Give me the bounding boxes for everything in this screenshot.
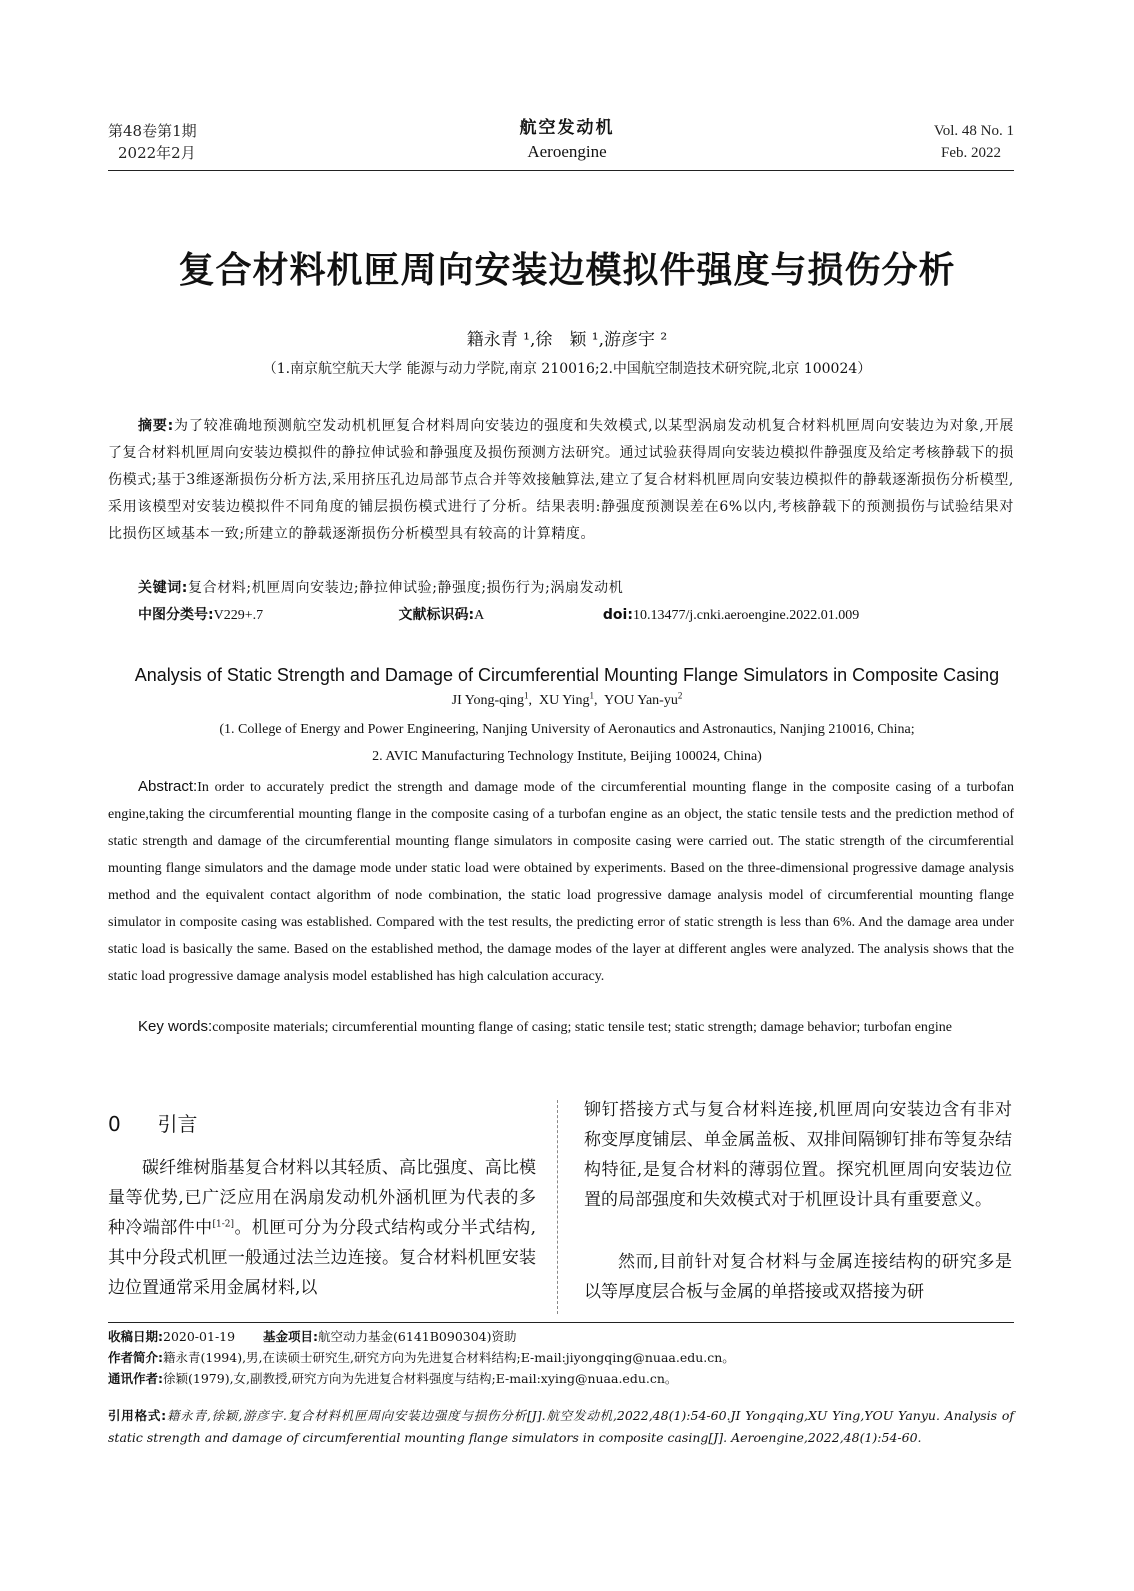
doi: doi:10.13477/j.cnki.aeroengine.2022.01.009 (602, 607, 860, 623)
issue-info-en (934, 120, 1014, 164)
authors-en: JI Yong-qing$^1$, XU Ying$^1$, YOU Yan-$yu^2$ (451, 690, 683, 708)
paper-title-cn: 复合材料机匣周向安装边模拟件强度与损伤分析 (178, 249, 956, 291)
citation-format (108, 1405, 1014, 1449)
footnote-received-fund: 收稿日期:2020-01-19 基金项目:航空动力基金(6141B090304)资助 (108, 1329, 517, 1344)
abstract-en-text: In order to accurately predict the strength and damage mode of the circumferential mounting flange in the composite casing of a turbofan engine,taking the circumferential mounting flange in the composite casing of a turbofan engine as an object, the static tensile tests and the prediction method of static strength and damage of the circumferential mounting flange simulators in composite casing were carried out. The static strength of the circumferential mounting flange simulators and the damage mode under static load were obtained by experiments. Based on the three-dimensional progressive damage analysis method and the equivalent contact algorithm of node combination, the static load progressive damage analysis model of circumferential mounting flange simulator in composite casing was established. Compared with the test results, the predicting error of static strength is less than 6%. And the damage area under static load is basically the same. Based on the established method, the damage modes of the layer at different angles were analyzed. The analysis shows that the static load progressive damage analysis model established has high calculation accuracy. (108, 780, 1014, 984)
body-right-paragraph-2: 然而,目前针对复合材料与金属连接结构的研究多是以等厚度层合板与金属的单搭接或双搭接为研 (584, 1252, 1012, 1302)
section-title: 引言 (157, 1112, 198, 1136)
document-code: 文献标识码:A (398, 607, 485, 623)
column-divider (557, 1100, 558, 1314)
body-left-column: 碳纤维树脂基复合材料以其轻质、高比强度、高比模量等优势,已广泛应用在涡扇发动机外涵机匣为代表的多种冷端部件中[1-2]。机匣可分为分段式结构或分半式结构,其中分段式机匣一般通过法兰边连接。复合材料机匣安装边位置通常采用金属材料,以 (108, 1158, 537, 1298)
section-heading (108, 1110, 197, 1138)
clc-code: 中图分类号:V229+.7 (138, 607, 264, 623)
citation-label: 引用格式: (108, 1408, 167, 1423)
section-number: 0 (108, 1112, 121, 1136)
affiliations-en-line2: 2. AVIC Manufacturing Technology Institute, Beijing 100024, China) (372, 749, 762, 764)
footnote-rule (108, 1322, 1014, 1323)
keywords-cn-label: 关键词: (138, 580, 188, 596)
keywords-en-text: composite materials; circumferential mounting flange of casing; static tensile test; static strength; damage behavior; turbofan engine (212, 1020, 953, 1035)
citation-text: 籍永青,徐颖,游彦宇.复合材料机匣周向安装边强度与损伤分析[J].航空发动机,2022,48(1):54-60.JI Yongqing,XU Ying,YOU Yanyu. Analysis of static strength and damage of circumferential mounting flange simulators in composite casing[J]. Aeroengine,2022,48(1):54-60. (108, 1408, 1015, 1445)
affiliations-cn: （1.南京航空航天大学 能源与动力学院,南京 210016;2.中国航空制造技术研究院,北京 100024） (262, 361, 872, 377)
issue-number-cn: 第48卷第1期 (108, 122, 197, 140)
abstract-cn (108, 413, 1014, 548)
header-rule (108, 170, 1014, 171)
authors-cn: 籍永青 ¹,徐 颖 ¹,游彦宇 ² (466, 330, 668, 350)
keywords-cn (108, 575, 1014, 602)
keywords-en-label: Key words: (138, 1018, 213, 1035)
issue-date-en: Feb. 2022 (941, 145, 1001, 161)
footnote-author-bio: 作者简介:籍永青(1994),男,在读硕士研究生,研究方向为先进复合材料结构;E-mail:jiyongqing@nuaa.edu.cn。 (108, 1350, 735, 1365)
abstract-cn-text: 为了较准确地预测航空发动机机匣复合材料周向安装边的强度和失效模式,以某型涡扇发动机复合材料机匣周向安装边为对象,开展了复合材料机匣周向安装边模拟件的静拉伸试验和静强度及损伤预测方法研究。通过试验获得周向安装边模拟件静强度及给定考核静载下的损伤模式;基于3维逐渐损伤分析方法,采用挤压孔边局部节点合并等效接触算法,建立了复合材料机匣周向安装边模拟件的静载逐渐损伤分析模型,采用该模型对安装边模拟件不同角度的铺层损伤模式进行了分析。结果表明:静强度预测误差在6%以内,考核静载下的预测损伤与试验结果对比损伤区域基本一致;所建立的静载逐渐损伤分析模型具有较高的计算精度。 (108, 418, 1015, 542)
classification-line (138, 602, 1014, 629)
abstract-cn-label: 摘要: (138, 418, 174, 434)
keywords-en (108, 1013, 1014, 1041)
paper-title-en: Analysis of Static Strength and Damage of Circumferential Mounting Flange Simulators in Composite Casing (134, 665, 1000, 685)
issue-date-cn: 2022年2月 (118, 144, 196, 162)
abstract-en-label: Abstract: (138, 778, 198, 795)
footnote-corresponding-author: 通讯作者:徐颖(1979),女,副教授,研究方向为先进复合材料强度与结构;E-mail:xying@nuaa.edu.cn。 (108, 1371, 678, 1386)
reference-marker: [1-2] (212, 1219, 235, 1230)
abstract-en (108, 773, 1014, 990)
journal-name-en: Aeroengine (527, 142, 607, 161)
volume-issue-en: Vol. 48 No. 1 (933, 123, 1014, 139)
body-right-paragraph-1: 铆钉搭接方式与复合材料连接,机匣周向安装边含有非对称变厚度铺层、单金属盖板、双排间隔铆钉排布等复杂结构特征,是复合材料的薄弱位置。探究机匣周向安装边位置的局部强度和失效模式对于机匣设计具有重要意义。 (584, 1100, 1012, 1210)
journal-name-cn: 航空发动机 (519, 118, 615, 138)
affiliations-en-line1: (1. College of Energy and Power Engineering, Nanjing University of Aeronautics and Astronautics, Nanjing 210016, China; (219, 722, 915, 737)
keywords-cn-text: 复合材料;机匣周向安装边;静拉伸试验;静强度;损伤行为;涡扇发动机 (188, 580, 624, 596)
